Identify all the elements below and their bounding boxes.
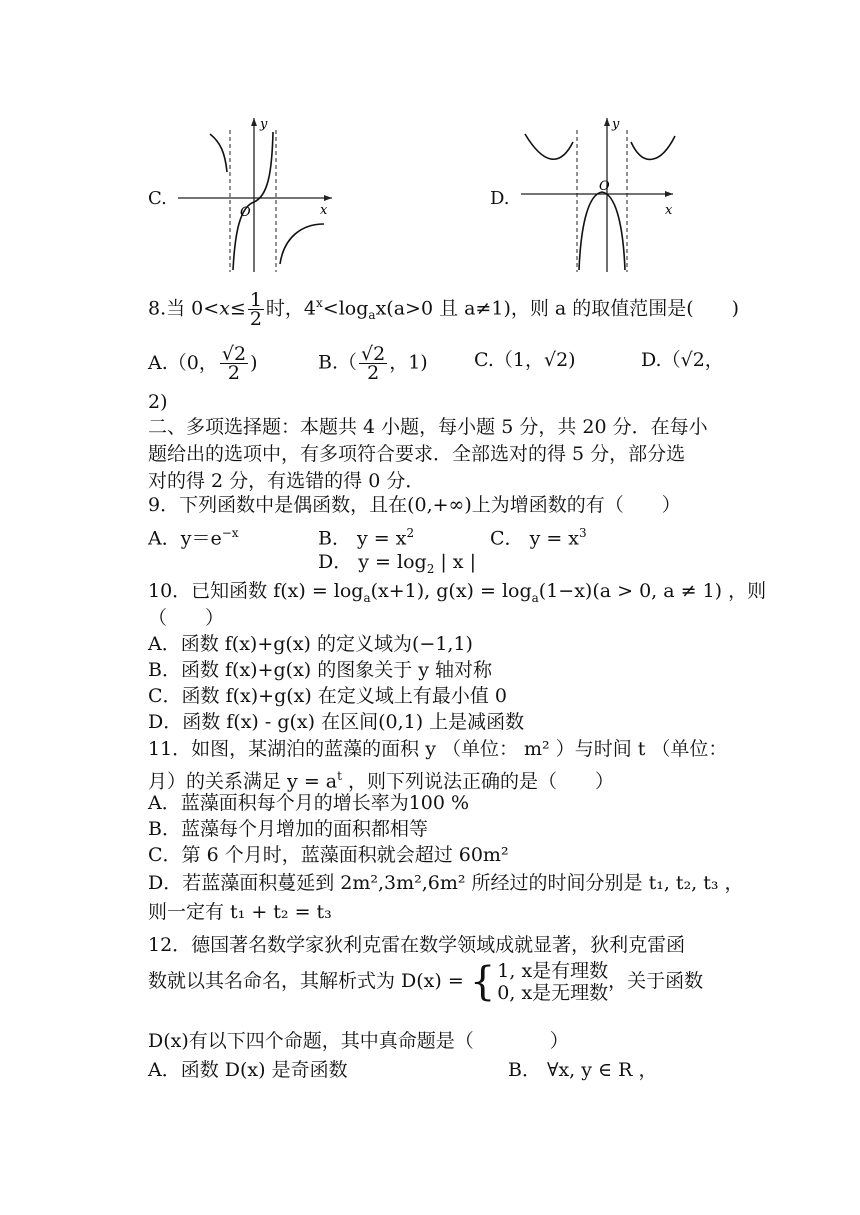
- q11-option-a: A．蓝藻面积每个月的增长率为100 %: [148, 792, 470, 814]
- q11-option-d-cont: 则一定有 t₁ + t₂ = t₃: [148, 901, 332, 923]
- q12-option-b: B． ∀x, y ∈ R ，: [508, 1059, 658, 1081]
- q9-option-d: D． $y = \log_2$ | x |: [318, 551, 476, 576]
- graph-d-y-label: y: [612, 117, 620, 132]
- graph-c-y-label: y: [260, 117, 268, 132]
- q8-options: [148, 345, 257, 382]
- q8-option-a: A.（0， $\frac{√2}{2}$ ): [148, 343, 258, 384]
- section2-line3: 对的得 2 分，有选错的得 0 分．: [148, 470, 425, 492]
- q8-stem: 8.当 0<x≤ $\frac{1}{2}$ 时，$4^x<\log_ax(a>0$ 且 a≠1)，则 a 的取值范围是( ): [148, 288, 740, 330]
- section2-line1: 二、多项选择题：本题共 4 小题，每小题 5 分，共 20 分．在每小: [148, 416, 708, 438]
- graph-d: [515, 112, 685, 277]
- q9-stem: 9．下列函数中是偶函数，且在(0,+∞)上为增函数的有（ ）: [148, 494, 681, 516]
- q8-option-d-cont: 2): [148, 391, 168, 413]
- q11-line1: 11．如图，某湖泊的蓝藻的面积 y （单位： m² ）与时间 t （单位：: [148, 738, 728, 760]
- q10-option-d: D．函数 f(x) - g(x) 在区间(0,1) 上是减函数: [148, 711, 525, 733]
- q11-line2: 月）的关系满足 $y = a^t$ ，则下列说法正确的是（ ）: [148, 769, 614, 793]
- graph-d-x-label: x: [665, 203, 673, 218]
- q12-line1: 12．德国著名数学家狄利克雷在数学领域成就显著，狄利克雷函: [148, 934, 686, 956]
- q12-line3: D(x)有以下四个命题，其中真命题是（ ）: [148, 1030, 569, 1052]
- q11-option-b: B．蓝藻每个月增加的面积都相等: [148, 818, 428, 840]
- q10-option-c: C．函数 f(x)+g(x) 在定义域上有最小值 0: [148, 685, 507, 707]
- q11-option-c: C．第 6 个月时，蓝藻面积就会超过 60m²: [148, 844, 509, 866]
- graph-c: [172, 112, 342, 277]
- graph-d-origin: O: [599, 179, 610, 194]
- q8-option-d: D.（√2，: [641, 349, 724, 371]
- q10-option-a: A．函数 f(x)+g(x) 的定义域为(−1,1): [148, 633, 473, 655]
- q9-option-a: A．$y=e^{-x}$: [148, 526, 239, 550]
- section2-line2: 题给出的选项中，有多项符合要求．全部选对的得 5 分，部分选: [148, 443, 686, 465]
- q12-option-a: A．函数 D(x) 是奇函数: [148, 1059, 348, 1081]
- q12-line2: 数就以其名命名，其解析式为 D(x) = { 1, x是有理数 0, x是无理数 ，关于函数: [148, 959, 704, 1005]
- graph-c-origin: O: [240, 205, 251, 220]
- graph-d-label: D.: [490, 188, 510, 209]
- graph-c-x-label: x: [320, 203, 328, 218]
- q9-option-c: C． $y = x^3$: [490, 526, 587, 550]
- graph-c-label: C.: [148, 188, 167, 209]
- q8-option-b: B.（ $\frac{√2}{2}$ ，1): [318, 343, 428, 384]
- q8-option-c: C.（1，√2): [474, 349, 576, 371]
- q10-option-b: B．函数 f(x)+g(x) 的图象关于 y 轴对称: [148, 659, 493, 681]
- q11-option-d: D．若蓝藻面积蔓延到 2m²,3m²,6m² 所经过的时间分别是 t₁, t₂, t₃ ，: [148, 872, 744, 894]
- q10-stem: 10．已知函数 $f(x) = \log_a(x+1)$, $g(x) = \log_a(1-x)(a > 0$, a ≠ 1) ，则: [148, 580, 767, 605]
- q10-paren: （ ）: [148, 607, 225, 629]
- q9-option-b: B． $y = x^2$: [318, 526, 415, 550]
